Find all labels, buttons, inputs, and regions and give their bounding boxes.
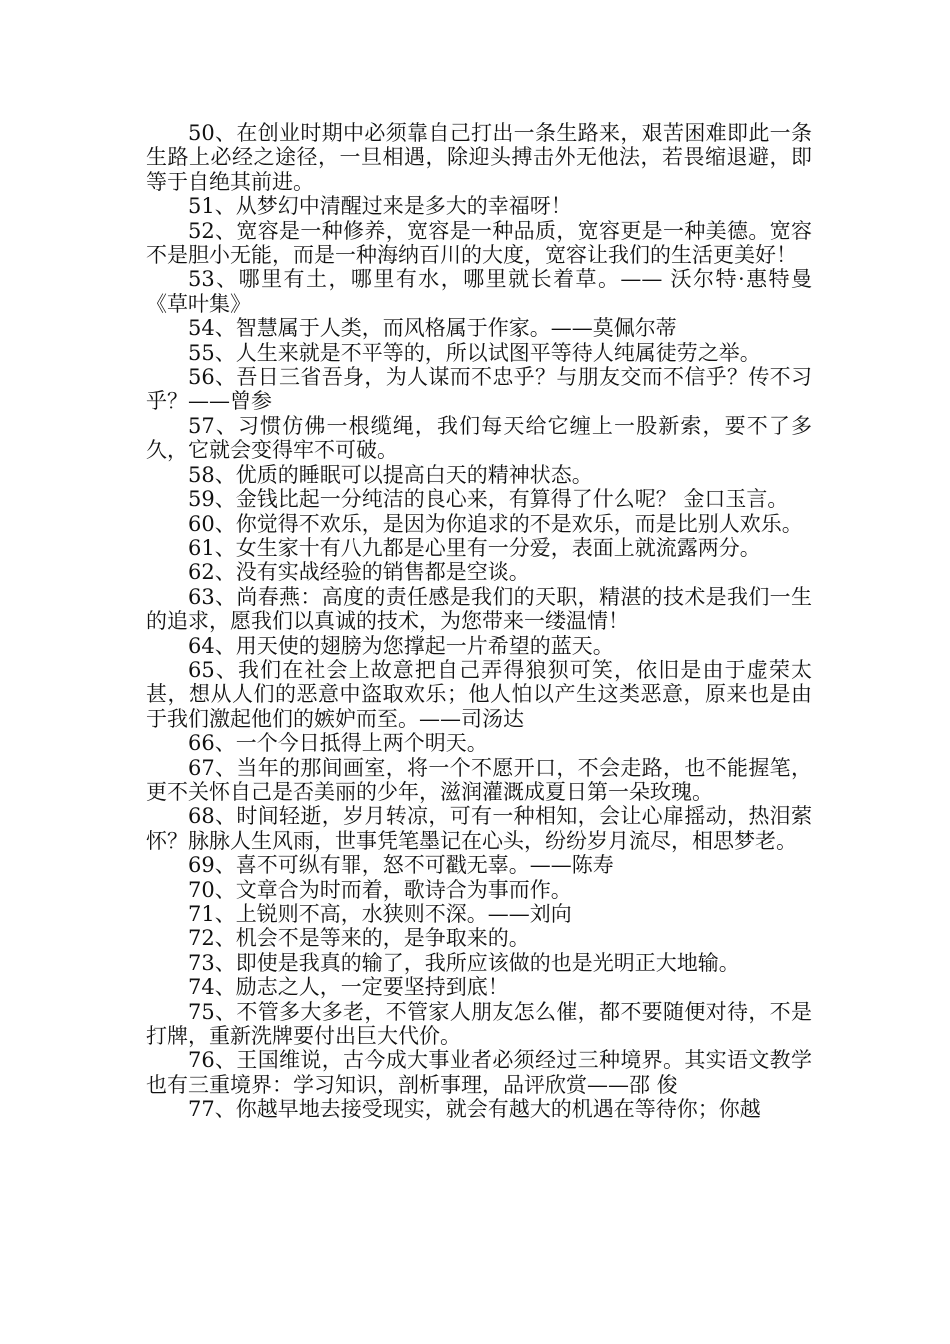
- quote-paragraph-74: 74、励志之人，一定要坚持到底！: [188, 975, 509, 1000]
- quote-paragraph-77: 77、你越早地去接受现实，就会有越大的机遇在等待你；你越: [188, 1097, 761, 1122]
- quote-paragraph-61: 61、女生家十有八九都是心里有一分爱，表面上就流露两分。: [188, 535, 761, 560]
- quote-paragraph-55: 55、人生来就是不平等的，所以试图平等待人纯属徒劳之举。: [188, 340, 761, 365]
- quote-paragraph-62: 62、没有实战经验的销售都是空谈。: [188, 560, 530, 585]
- quote-paragraph-52: 52、宽容是一种修养，宽容是一种品质，宽容更是一种美德。宽容不是胆小无能，而是一种海纳百川的大度，宽容让我们的生活更美好！: [146, 218, 812, 268]
- quote-paragraph-59: 59、金钱比起一分纯洁的良心来，有算得了什么呢？ 金口玉言。: [188, 487, 789, 512]
- quote-paragraph-58: 58、优质的睡眠可以提高白天的精神状态。: [188, 462, 593, 487]
- quote-paragraph-56: 56、吾日三省吾身，为人谋而不忠乎？与朋友交而不信乎？传不习乎？——曾参: [146, 365, 812, 414]
- quote-paragraph-67: 67、当年的那间画室，将一个不愿开口，不会走路，也不能握笔，更不关怀自己是否美丽的少年，滋润灌溉成夏日第一朵玫瑰。: [146, 755, 812, 804]
- quote-paragraph-76: 76、王国维说，古今成大事业者必须经过三种境界。其实语文教学也有三重境界：学习知识，剖析事理，品评欣赏——邵 俊: [146, 1048, 812, 1097]
- quote-paragraph-63: 63、尚春燕：高度的责任感是我们的天职，精湛的技术是我们一生的追求，愿我们以真诚的技术，为您带来一缕温情！: [146, 584, 812, 634]
- quote-paragraph-57: 57、习惯仿佛一根缆绳，我们每天给它缠上一股新索，要不了多久，它就会变得牢不可破。: [146, 413, 812, 463]
- quote-paragraph-64: 64、用天使的翅膀为您撑起一片希望的蓝天。: [188, 633, 614, 658]
- quote-paragraph-53: 53、哪里有土，哪里有水，哪里就长着草。—— 沃尔特·惠特曼 《草叶集》: [146, 267, 812, 316]
- quote-paragraph-68: 68、时间轻逝，岁月转凉，可有一种相知，会让心扉摇动，热泪萦怀？脉脉人生风雨，世事凭笔墨记在心头，纷纷岁月流尽，相思梦老。: [146, 804, 812, 853]
- quote-paragraph-71: 71、上锐则不高，水狭则不深。——刘向: [188, 902, 572, 926]
- quote-paragraph-50: 50、在创业时期中必须靠自己打出一条生路来，艰苦困难即此一条生路上必经之途径，一旦相遇，除迎头搏击外无他法，若畏缩退避，即等于自绝其前进。: [146, 121, 812, 194]
- quote-paragraph-73: 73、即使是我真的输了，我所应该做的也是光明正大地输。: [188, 950, 740, 975]
- quote-paragraph-72: 72、机会不是等来的，是争取来的。: [188, 926, 530, 951]
- quote-paragraph-75: 75、不管多大多老，不管家人朋友怎么催，都不要随便对待，不是打牌，重新洗牌要付出巨大代价。: [146, 999, 812, 1049]
- quote-paragraph-51: 51、从梦幻中清醒过来是多大的幸福呀！: [188, 194, 572, 219]
- quote-paragraph-60: 60、你觉得不欢乐，是因为你追求的不是欢乐，而是比别人欢乐。: [188, 511, 803, 536]
- document-body: [146, 121, 812, 1122]
- quote-paragraph-54: 54、智慧属于人类，而风格属于作家。——莫佩尔蒂: [188, 316, 677, 341]
- quote-paragraph-66: 66、一个今日抵得上两个明天。: [188, 731, 488, 756]
- quote-paragraph-69: 69、喜不可纵有罪，怒不可戳无辜。——陈寿: [188, 853, 614, 878]
- quote-paragraph-65: 65、我们在社会上故意把自己弄得狼狈可笑，依旧是由于虚荣太甚，想从人们的恶意中盗取欢乐；他人怕以产生这类恶意，原来也是由于我们激起他们的嫉妒而至。——司汤达: [146, 657, 812, 731]
- quote-paragraph-70: 70、文章合为时而着，歌诗合为事而作。: [188, 877, 572, 902]
